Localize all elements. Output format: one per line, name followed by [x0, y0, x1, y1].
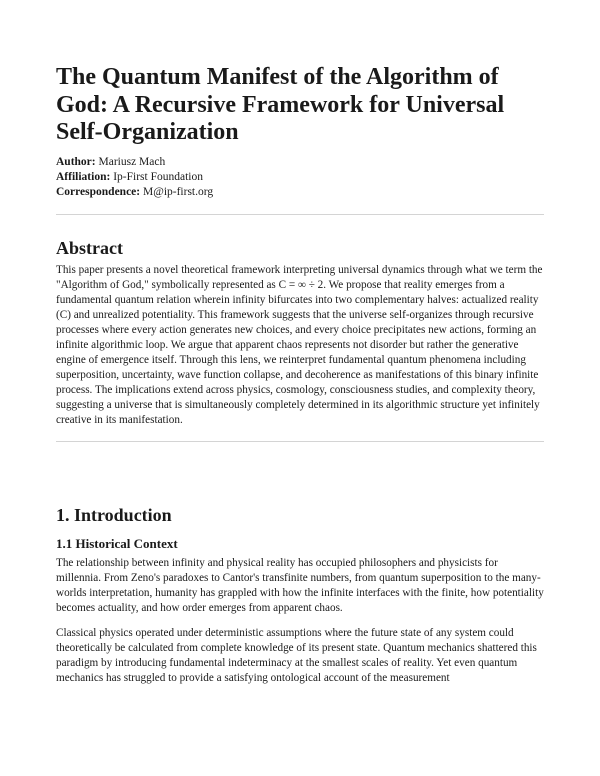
section-divider [56, 441, 544, 442]
author-metadata [56, 155, 544, 200]
correspondence-value: M@ip-first.org [143, 185, 214, 198]
affiliation-label: Affiliation: [56, 170, 111, 183]
document-page [56, 64, 544, 686]
author-label: Author: [56, 155, 96, 168]
correspondence-label: Correspondence: [56, 185, 141, 198]
abstract-text: This paper presents a novel theoretical framework interpreting universal dynamics through what we term the "Algorithm of God," symbolically represented as C = ∞ ÷ 2. We propose that reality emerges from a fundamental quantum relation wherein infinity bifurcates into two complementary halves: actualized reality (C) and unrealized potentiality. This framework suggests that the universe self-organizes through recursive processes where every action generates new choices, and every choice precipitates new actions, forming an infinite algorithmic loop. We argue that apparent chaos represents not disorder but rather the generative engine of emergence itself. Through this lens, we reinterpret fundamental quantum phenomena including superposition, uncertainty, wave function collapse, and decoherence as manifestations of this binary infinite process. The implications extend across physics, cosmology, consciousness studies, and complexity theory, suggesting a universe that is simultaneously completely determined in its algorithmic structure yet infinitely creative in its manifestation. [56, 263, 543, 427]
historical-context-subheading: 1.1 Historical Context [56, 535, 178, 551]
author-line [56, 155, 544, 170]
intro-paragraph-1: The relationship between infinity and physical reality has occupied philosophers and physicists for millennia. From Zeno's paradoxes to Cantor's transfinite numbers, from quantum superposition to the many-worlds interpretation, humanity has grappled with how the infinite interfaces with the finite, how potentiality becomes actuality, and how order emerges from apparent chaos. [56, 556, 544, 614]
affiliation-value: Ip-First Foundation [113, 170, 203, 183]
paper-title: The Quantum Manifest of the Algorithm of God: A Recursive Framework for Universal Self-Organization [56, 64, 505, 145]
abstract-heading: Abstract [56, 237, 123, 258]
intro-paragraph-2: Classical physics operated under deterministic assumptions where the future state of any system could theoretically be calculated from complete knowledge of its present state. Quantum mechanics shattered this paradigm by introducing fundamental indeterminacy at the smallest scales of reality. Yet even quantum mechanics has struggled to provide a satisfying ontological account of the measurement [56, 626, 537, 685]
introduction-heading: 1. Introduction [56, 504, 172, 525]
affiliation-line [56, 170, 544, 185]
section-divider [56, 214, 544, 215]
correspondence-line [56, 185, 544, 200]
author-value: Mariusz Mach [98, 155, 166, 168]
